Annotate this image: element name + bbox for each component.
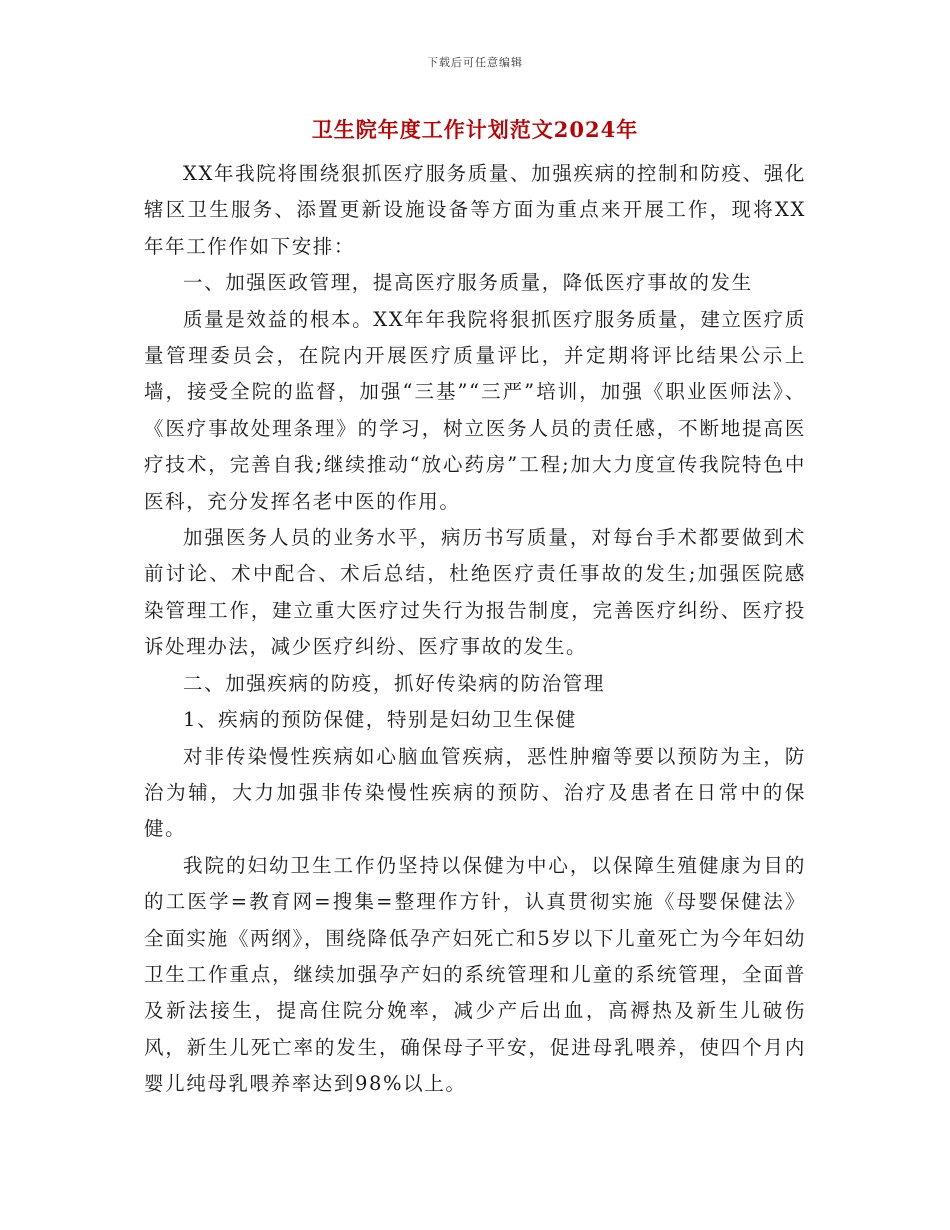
paragraph-intro: XX年我院将围绕狠抓医疗服务质量、加强疾病的控制和防疫、强化辖区卫生服务、添置更新设施设备等方面为重点来开展工作，现将XX年年工作作如下安排： — [144, 162, 806, 258]
paragraph-maternal-child: 我院的妇幼卫生工作仍坚持以保健为中心，以保障生殖健康为目的的工医学=教育网=搜集=整理作方针，认真贯彻实施《母婴保健法》全面实施《两纲》，围绕降低孕产妇死亡和5岁以下儿童死亡为今年妇幼卫生工作重点，继续加强孕产妇的系统管理和儿童的系统管理，全面普及新法接生，提高住院分娩率，减少产后出血，高褥热及新生儿破伤风，新生儿死亡率的发生，确保母子平安，促进母乳喂养，使四个月内婴儿纯母乳喂养率达到98%以上。 — [144, 853, 806, 1096]
paragraph-chronic-disease: 对非传染慢性疾病如心脑血管疾病，恶性肿瘤等要以预防为主，防治为辅，大力加强非传染慢性疾病的预防、治疗及患者在日常中的保健。 — [144, 744, 806, 841]
document-title: 卫生院年度工作计划范文2024年 — [311, 117, 639, 142]
paragraph-staff: 加强医务人员的业务水平，病历书写质量，对每台手术都要做到术前讨论、术中配合、术后总结，杜绝医疗责任事故的发生;加强医院感染管理工作，建立重大医疗过失行为报告制度，完善医疗纠纷、医疗投诉处理办法，减少医疗纠纷、医疗事故的发生。 — [144, 526, 806, 659]
section-heading-1: 一、加强医政管理，提高医疗服务质量，降低医疗事故的发生 — [183, 271, 753, 295]
paragraph-quality: 质量是效益的根本。XX年年我院将狠抓医疗服务质量，建立医疗质量管理委员会，在院内开展医疗质量评比，并定期将评比结果公示上墙，接受全院的监督，加强“三基”“三严”培训，加强《职业医师法》、《医疗事故处理条理》的学习，树立医务人员的责任感，不断地提高医疗技术，完善自我;继续推动“放心药房”工程;加大力度宣传我院特色中医科，充分发挥名老中医的作用。 — [144, 307, 806, 513]
header-note: 下载后可任意编辑 — [427, 56, 523, 69]
subsection-heading-1: 1、疾病的预防保健，特别是妇幼卫生保健 — [183, 708, 577, 732]
section-heading-2: 二、加强疾病的防疫，抓好传染病的防治管理 — [183, 671, 606, 695]
document-body — [144, 156, 806, 1103]
